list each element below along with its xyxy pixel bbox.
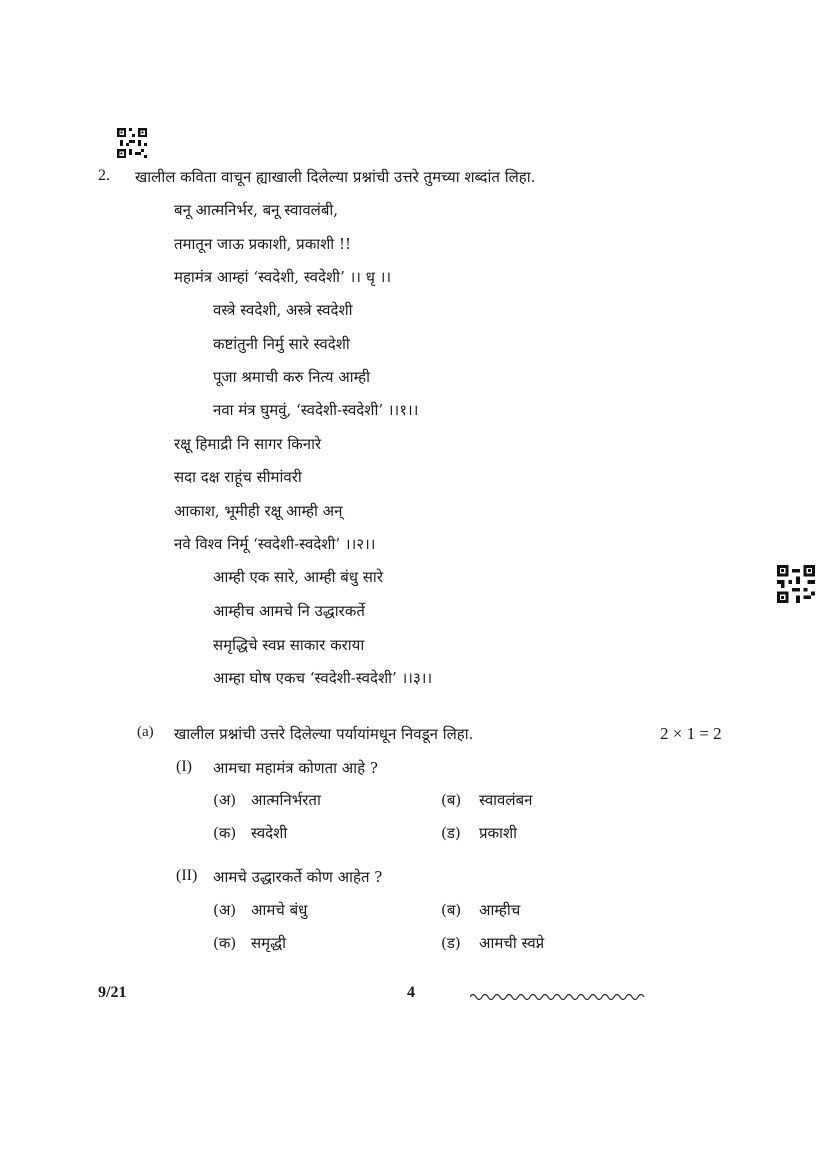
poem-line: रक्षू हिमाद्री नि सागर किनारे xyxy=(174,435,322,453)
option-label: (ब) xyxy=(441,791,462,809)
option-text: आत्मनिर्भरता xyxy=(251,791,321,809)
option-text: आमचे बंधु xyxy=(251,901,308,919)
option-label: (ब) xyxy=(441,901,462,919)
question-instruction: खालील कविता वाचून ह्याखाली दिलेल्या प्रश्नांची उत्तरे तुमच्या शब्दांत लिहा. xyxy=(135,168,536,186)
poem-line: सदा दक्ष राहूंच सीमांवरी xyxy=(174,468,302,486)
poem-line: नवे विश्व निर्मू ‘स्वदेशी-स्वदेशी’ ।।२।। xyxy=(174,535,376,553)
option-text: आमची स्वप्ने xyxy=(479,934,545,952)
poem-line: वस्त्रे स्वदेशी, अस्त्रे स्वदेशी xyxy=(213,301,353,319)
option-label: (अ) xyxy=(213,791,237,809)
footer-page-number: 4 xyxy=(407,984,415,1001)
poem-line: समृद्धिचे स्वप्न साकार कराया xyxy=(213,636,365,654)
poem-line: आम्ही एक सारे, आम्ही बंधु सारे xyxy=(213,568,383,586)
question-i-number: (I) xyxy=(176,758,192,775)
option-text: समृद्धी xyxy=(251,934,286,952)
poem-line: आम्हा घोष एकच ‘स्वदेशी-स्वदेशी’ ।।३।। xyxy=(213,669,433,687)
question-i-text: आमचा महामंत्र कोणता आहे ? xyxy=(213,759,378,777)
poem-line: नवा मंत्र घुमवुं, ‘स्वदेशी-स्वदेशी’ ।।१।। xyxy=(213,401,419,419)
option-label: (ड) xyxy=(441,824,461,842)
question-ii-number: (II) xyxy=(176,867,198,884)
question-ii-text: आमचे उद्धारकर्ते कोण आहेत ? xyxy=(213,868,383,886)
footer-wavy-line xyxy=(470,988,645,1007)
poem-line: महामंत्र आम्हां ‘स्वदेशी, स्वदेशी’ ।। धृ ।। xyxy=(174,268,392,286)
option-label: (क) xyxy=(213,824,237,842)
option-label: (अ) xyxy=(213,901,237,919)
part-a-label: (a) xyxy=(137,724,154,740)
poem-line: कष्टांतुनी निर्मु सारे स्वदेशी xyxy=(213,335,350,353)
question-number: 2. xyxy=(98,167,110,184)
option-label: (क) xyxy=(213,934,237,952)
option-label: (ड) xyxy=(441,934,461,952)
footer-code: 9/21 xyxy=(98,984,127,1001)
option-text: आम्हीच xyxy=(479,901,521,919)
part-a-marks: 2 × 1 = 2 xyxy=(660,724,722,743)
option-text: स्वदेशी xyxy=(251,824,288,842)
qr-code-top xyxy=(117,128,147,158)
option-text: प्रकाशी xyxy=(479,824,518,842)
poem-line: तमातून जाऊ प्रकाशी, प्रकाशी !! xyxy=(174,235,352,253)
poem-line: आकाश, भूमीही रक्षू आम्ही अन् xyxy=(174,502,343,520)
part-a-instruction: खालील प्रश्नांची उत्तरे दिलेल्या पर्यायांमधून निवडून लिहा. xyxy=(174,725,474,743)
poem-line: पूजा श्रमाची करु नित्य आम्ही xyxy=(213,368,370,386)
qr-code-side xyxy=(777,565,815,603)
option-text: स्वावलंबन xyxy=(479,791,533,809)
poem-line: आम्हीच आमचे नि उद्धारकर्ते xyxy=(213,602,365,620)
poem-line: बनू आत्मनिर्भर, बनू स्वावलंबी, xyxy=(174,201,339,219)
